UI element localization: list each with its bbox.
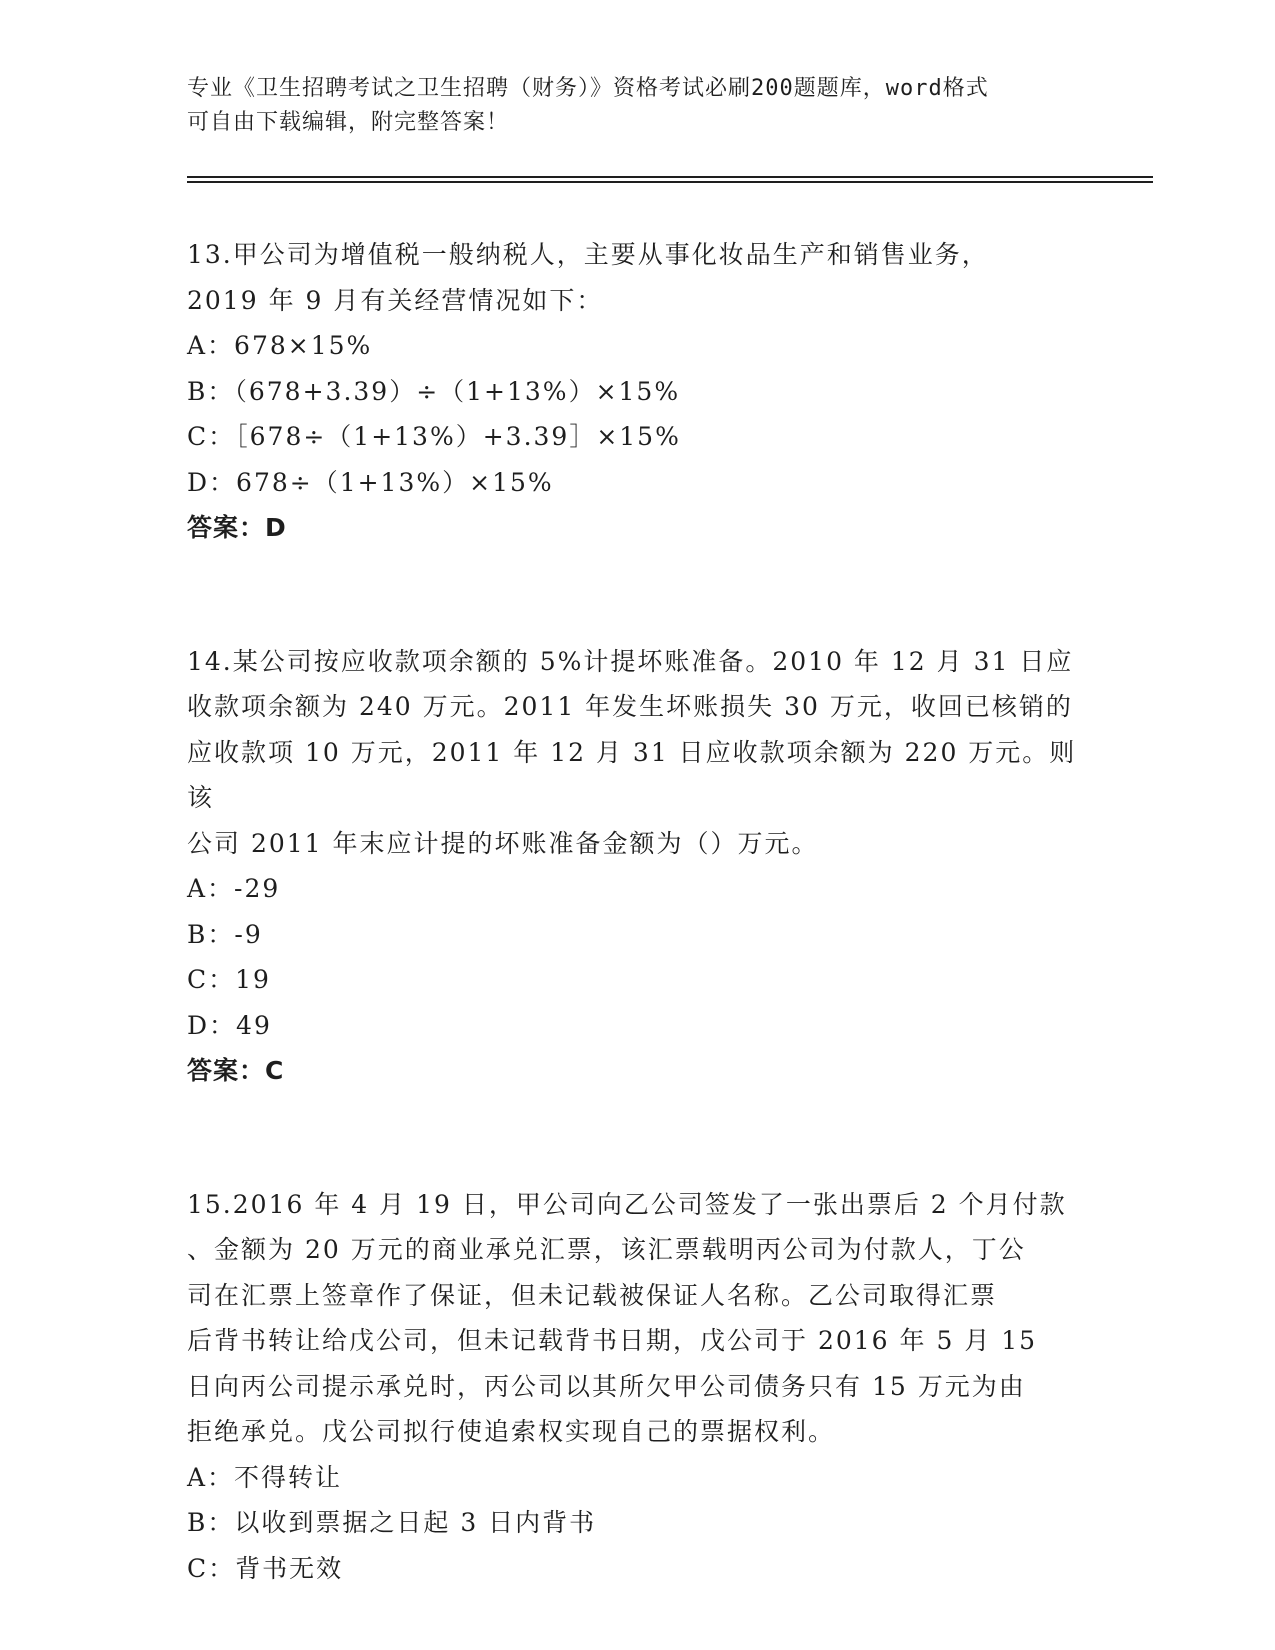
option-b: B：以收到票据之日起 3 日内背书 — [187, 1508, 597, 1537]
option-b: B：-9 — [187, 919, 263, 949]
question-text-line: 司在汇票上签章作了保证，但未记载被保证人名称。乙公司取得汇票 — [187, 1280, 998, 1310]
question-text-line: 13.甲公司为增值税一般纳税人，主要从事化妆品生产和销售业务， — [187, 240, 989, 269]
option-c: C：背书无效 — [187, 1553, 344, 1583]
question-list — [187, 232, 1087, 1591]
divider-line — [187, 176, 1153, 178]
question-text-line: 后背书转让给戊公司，但未记载背书日期，戊公司于 2016 年 5 月 15 — [187, 1326, 1038, 1355]
question-spacer — [187, 551, 1087, 639]
question-14 — [187, 639, 1087, 1094]
question-text-line: 公司 2011 年末应计提的坏账准备金额为（）万元。 — [187, 828, 819, 858]
option-a: A：678×15% — [187, 331, 373, 360]
question-text-line: 2019 年 9 月有关经营情况如下： — [187, 285, 604, 315]
document-header — [187, 72, 1067, 140]
option-c: C：19 — [187, 965, 271, 994]
answer-label: 答案：D — [187, 513, 287, 542]
question-13 — [187, 232, 1087, 551]
question-text-line: 、金额为 20 万元的商业承兑汇票，该汇票载明丙公司为付款人，丁公 — [187, 1235, 1026, 1264]
question-text-line: 日向丙公司提示承兑时，丙公司以其所欠甲公司债务只有 15 万元为由 — [187, 1371, 1026, 1401]
option-c: C：［678÷（1+13%）+3.39］×15% — [187, 422, 681, 451]
header-line: 可自由下载编辑，附完整答案！ — [187, 110, 510, 135]
question-text-line: 14.某公司按应收款项余额的 5%计提坏账准备。2010 年 12 月 31 日应 — [187, 646, 1074, 676]
option-a: A：不得转让 — [187, 1462, 343, 1492]
option-b: B：（678+3.39）÷（1+13%）×15% — [187, 376, 681, 406]
question-text-line: 15.2016 年 4 月 19 日，甲公司向乙公司签发了一张出票后 2 个月付款 — [187, 1189, 1067, 1219]
question-text-line: 拒绝承兑。戊公司拟行使追索权实现自己的票据权利。 — [187, 1417, 836, 1446]
option-a: A：-29 — [187, 874, 281, 903]
divider-line — [187, 181, 1153, 183]
question-text-line: 收款项余额为 240 万元。2011 年发生坏账损失 30 万元，收回已核销的 — [187, 692, 1073, 721]
question-spacer — [187, 1094, 1087, 1182]
header-double-rule — [187, 176, 1153, 183]
question-15 — [187, 1182, 1087, 1592]
answer-label: 答案：C — [187, 1056, 285, 1085]
header-line: 专业《卫生招聘考试之卫生招聘（财务）》资格考试必刷200题题库，word格式 — [187, 76, 989, 101]
question-text-line: 应收款项 10 万元，2011 年 12 月 31 日应收款项余额为 220 万元。则该 — [187, 737, 1077, 812]
option-d: D：678÷（1+13%）×15% — [187, 467, 554, 497]
option-d: D：49 — [187, 1010, 272, 1040]
